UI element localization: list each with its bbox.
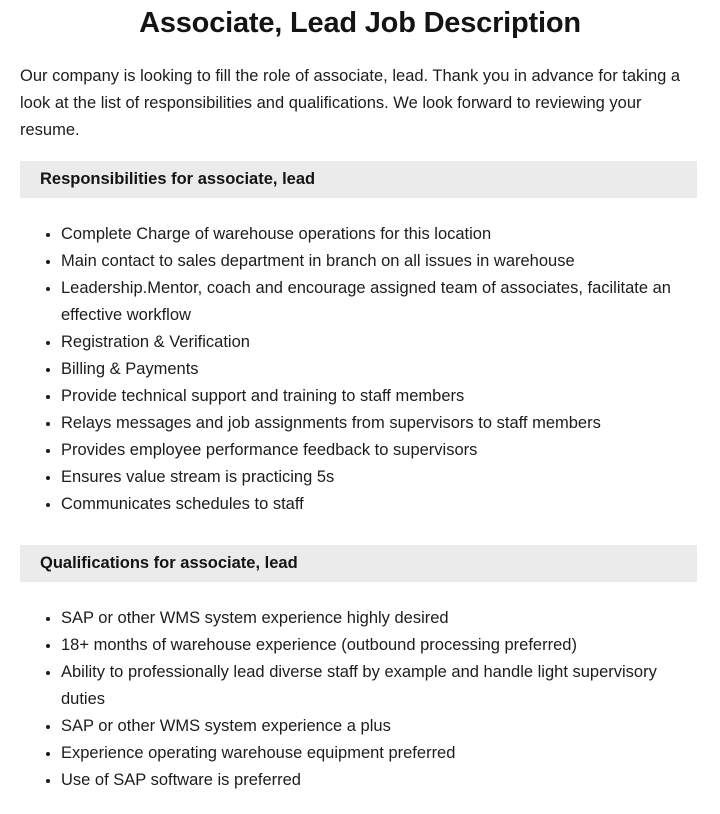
list-item: • Ensures value stream is practicing 5s	[61, 464, 694, 491]
section-heading-qualifications: Qualifications for associate, lead	[20, 545, 697, 582]
list-item: • Communicates schedules to staff	[61, 491, 694, 518]
list-item: • Ability to professionally lead diverse staff by example and handle light supervisory duties	[61, 659, 694, 713]
responsibilities-list	[20, 221, 694, 518]
list-item: • SAP or other WMS system experience highly desired	[61, 605, 694, 632]
list-item: • Leadership.Mentor, coach and encourage assigned team of associates, facilitate an effective workflow	[61, 275, 694, 329]
qualifications-list	[20, 605, 694, 794]
list-item: • Provides employee performance feedback to supervisors	[61, 437, 694, 464]
page-title: Associate, Lead Job Description	[139, 7, 581, 39]
list-item: • Relays messages and job assignments from supervisors to staff members	[61, 410, 694, 437]
list-item: • 18+ months of warehouse experience (outbound processing preferred)	[61, 632, 694, 659]
list-item: • Complete Charge of warehouse operations for this location	[61, 221, 694, 248]
intro-paragraph: Our company is looking to fill the role of associate, lead. Thank you in advance for taking a look at the list of responsibilities and qualifications. We look forward to reviewing your resume.	[20, 67, 681, 139]
list-item: • Registration & Verification	[61, 329, 694, 356]
list-item: • Billing & Payments	[61, 356, 694, 383]
section-heading-responsibilities: Responsibilities for associate, lead	[20, 161, 697, 198]
list-item: • SAP or other WMS system experience a plus	[61, 713, 694, 740]
list-item: • Experience operating warehouse equipment preferred	[61, 740, 694, 767]
list-item: • Main contact to sales department in branch on all issues in warehouse	[61, 248, 694, 275]
list-item: • Provide technical support and training to staff members	[61, 383, 694, 410]
list-item: • Use of SAP software is preferred	[61, 767, 694, 794]
